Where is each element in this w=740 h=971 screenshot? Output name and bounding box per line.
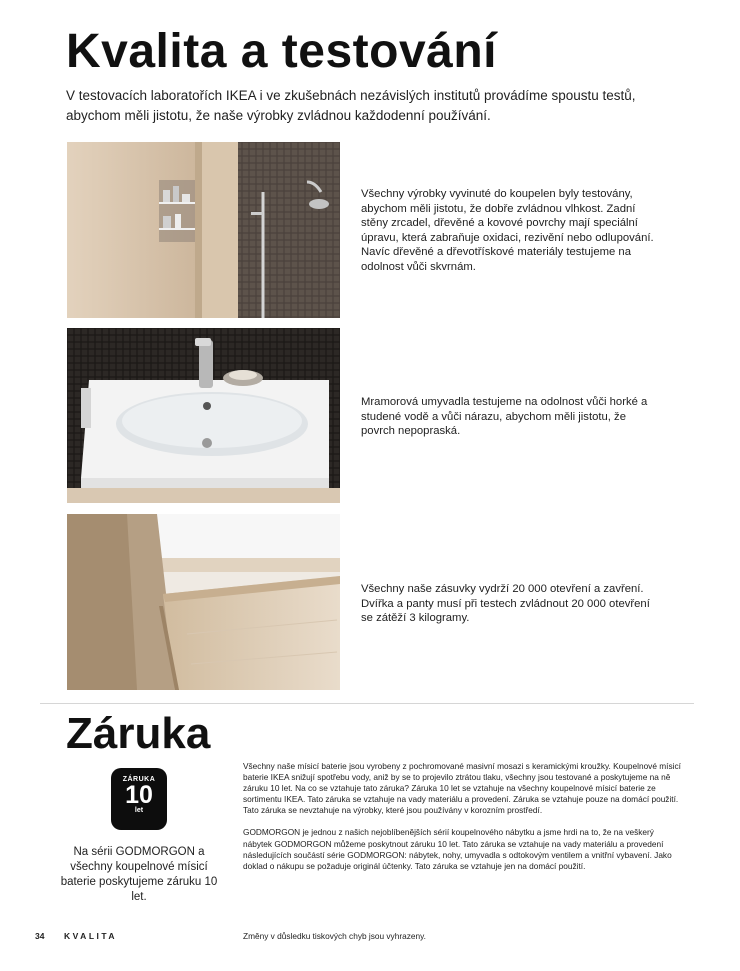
intro-paragraph: V testovacích laboratořích IKEA i ve zkušebnách nezávislých institutů provádíme spoustu testů, abychom měli jistotu, že naše výrobky zvládnou každodenní používání. xyxy=(66,88,636,123)
cabinet-shower-photo xyxy=(67,142,340,318)
badge-label-bottom: let xyxy=(134,807,144,814)
disclaimer-note: Změny v důsledku tiskových chyb jsou vyhrazeny. xyxy=(243,931,426,941)
warranty-body xyxy=(243,761,683,883)
section-divider xyxy=(40,703,694,704)
drawer-photo xyxy=(67,514,340,690)
caption-drawers: Všechny naše zásuvky vydrží 20 000 otevření a zavření. Dvířka a panty musí při testech zvládnout 20 000 otevření se zátěží 3 kilogramy. xyxy=(361,583,650,624)
warranty-paragraph-godmorgon: GODMORGON je jednou z našich nejoblíbenějších sérií koupelnového nábytku a jsme hrdi na to, že na veškerý nábytek GODMORGON můžeme poskytnout záruku 10 let. Tato záruka se vztahuje na vady materiálu a provedení následujících součástí série GODMORGON: nábytek, nohy, umyvadla s odtokovým ventilem a vnitřní vybavení. Jako doklad o nákupu se požaduje originál účtenky. Tato záruka se vztahuje jen na domácí použití. xyxy=(243,827,672,871)
page-number: 34 xyxy=(35,931,45,941)
washbasin-photo xyxy=(67,328,340,503)
warranty-badge xyxy=(111,768,167,830)
warranty-heading: Záruka xyxy=(66,709,211,758)
warranty-paragraph-faucets: Všechny naše mísicí baterie jsou vyrobeny z pochromované masivní mosazi s keramickými kroužky. Koupelnové mísicí baterie IKEA snižují spotřebu vody, aniž by se to projevilo ztrátou tlaku, všechny jsou testované a poskytujeme na ně záruku 10 let. Na co se vztahuje tato záruka? Záruka 10 let se vztahuje na všechny koupelnové mísicí baterie ze sortimentu IKEA. Tato záruka se vztahuje na vady materiálu a provedení. Záruka se vztahuje pouze na domácí použití. Tato záruka se nevztahuje na výrobky, které jsou používány v korozním prostředí. xyxy=(243,761,681,816)
section-label: KVALITA xyxy=(64,931,118,941)
page-title: Kvalita a testování xyxy=(66,25,497,78)
warranty-side-note: Na sérii GODMORGON a všechny koupelnové mísicí baterie poskytujeme záruku 10 let. xyxy=(60,846,218,903)
caption-marble: Mramorová umyvadla testujeme na odolnost vůči horké a studené vodě a vůči nárazu, abychom měli jistotu, že povrch nepopraská. xyxy=(361,396,648,437)
caption-moisture: Všechny výrobky vyvinuté do koupelen byly testovány, abychom měli jistotu, že dobře zvládnou vlhkost. Zadní stěny zrcadel, dřevěné a kovové povrchy mají speciální úpravu, která zabraňuje oxidaci, rezivění nebo odlupování. Navíc dřevěné a dřevotřískové materiály testujeme na odolnost vůči skvrnám. xyxy=(361,188,654,273)
badge-years-number: 10 xyxy=(125,781,153,809)
badge-label-top: ZÁRUKA xyxy=(122,776,156,783)
